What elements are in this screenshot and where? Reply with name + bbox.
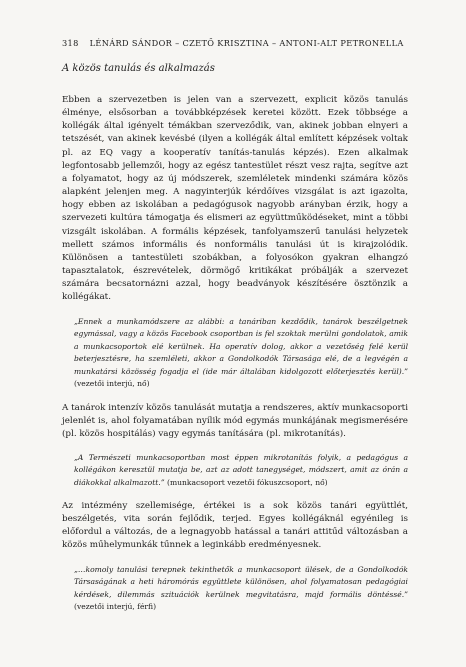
page-number: 318 (62, 38, 79, 48)
body-paragraph: Az intézmény szellemisége, értékei is a sok közös tanári együttlét, beszélgetés, vita során fejlődik, terjed. Egyes kollégáknál egyénileg is előfordul a változás, de a legnagyobb hatással a tanári attitűd változásban a közös műhelymunkák tűnnek a leginkább eredményesnek. (62, 500, 408, 551)
interview-quote (74, 452, 408, 489)
quote-text: „…komoly tanulási terepnek tekinthetők a munkacsoport ülések, de a Gondolkodók Társaságának a heti háromórás együttlete különösen, ahol folyamatosan pedagógiai kérdések, dilemmás szituációk kerülnek megvitatásra, majd formális döntéssé.” (74, 564, 408, 599)
interview-quote (74, 316, 408, 391)
body-paragraph: A tanárok intenzív közös tanulását mutatja a rendszeres, aktív munkacsoporti jelenlét is, ahol folyamatában nyílik mód egymás munkájának megismerésére (pl. közös hospitálás) vagy egymás tanítására (pl. mikrotanítás). (62, 402, 408, 440)
quote-source: (munkacsoport vezetői fókuszcsoport, nő) (167, 477, 328, 487)
interview-quote (74, 564, 408, 614)
quote-text: „Ennek a munkamódszere az alábbi: a tanáriban kezdődik, tanárok beszélgetnek egymással, vagy a közös Facebook csoportban is fel szoktak merülni gondolatok, amik a munkacsoportok elé kerülnek. Ha operatív dolog, akkor a vezetőség felé kerül beterjesztésre, ha szemléleti, akkor a Gondolkodók Társasága elé, de a legvégén a munkatársi közösség fogadja el (ide már általában kidolgozott előterjesztés kerül).” (74, 316, 408, 376)
running-header (62, 38, 422, 48)
quote-source: (vezetői interjú, nő) (74, 379, 150, 389)
running-header-authors: LÉNÁRD SÁNDOR – CZETŐ KRISZTINA – ANTONI-ALT PETRONELLA (89, 38, 404, 48)
quote-source: (vezetői interjú, férfi) (74, 602, 157, 612)
body-paragraph: Ebben a szervezetben is jelen van a szervezett, explicit közös tanulás élménye, elsősorban a továbbképzések keretei között. Ezek többsége a kollégák által igényelt témákban szerveződik, van, akinek jobban elnyeri a tetszését, van akinek kevésbé (ilyen a kollégák által említett képzések voltak pl. az EQ vagy a kooperatív tanítás-tanulás képzés). Ezen alkalmak legfontosabb jellemzői, hogy az egész tantestület részt vesz rajta, segítve azt a folyamatot, hogy az új módszerek, szemléletek mindenki számára közös alapként jelenjen meg. A nagyinterjúk kérdőíves vizsgálat is azt igazolta, hogy ebben az iskolában a pedagógusok nagyobb arányban érzik, hogy a szervezeti kultúra támogatja és elismeri az együttműködéseket, mint a többi vizsgált iskolában. A formális képzések, tanfolyamszerű tanulási helyzetek mellett számos informális és nonformális tanulási út is kirajzolódik. Különösen a tantestületi szobákban, a folyosókon gyakran elhangzó tapasztalatok, észrevételek, dörmögő kritikákat próbálják a szervezet számára becsatornázni azzal, hogy beadványok készítésére ösztönzik a kollégákat. (62, 95, 408, 303)
quote-text: „A Természeti munkacsoportban most éppen mikrotanítás folyik, a pedagógus a kollégákon keresztül mutatja be, azt az adott tanegységet, módszert, amit az órán a diákokkal alkalmazott.” (74, 452, 408, 487)
section-heading: A közös tanulás és alkalmazás (62, 63, 215, 74)
